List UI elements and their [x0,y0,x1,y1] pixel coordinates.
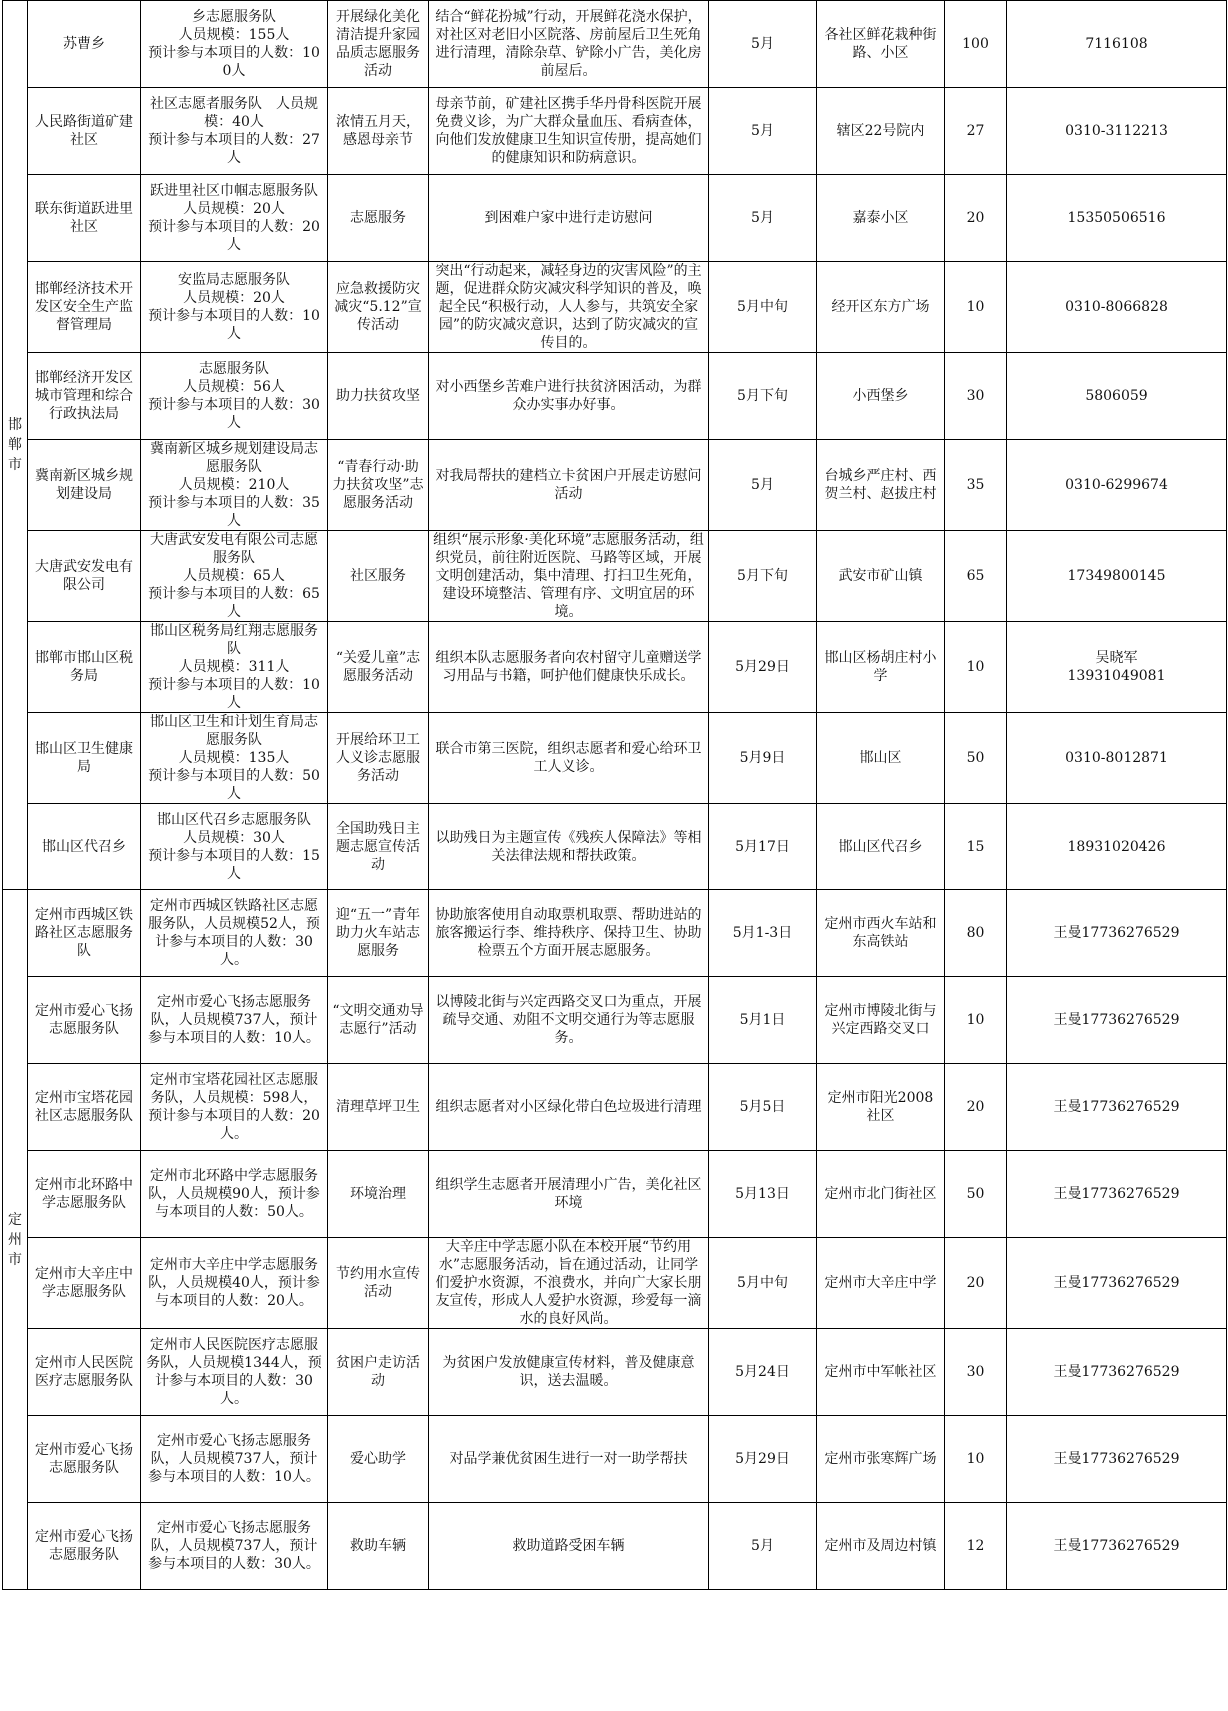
place-cell: 邯山区代召乡 [817,804,945,890]
content-cell: 组织本队志愿服务者向农村留守儿童赠送学习用品与书籍，呵护他们健康快乐成长。 [429,622,709,713]
place-cell: 定州市阳光2008社区 [817,1064,945,1151]
table-row [3,804,1227,890]
content-cell: 结合“鲜花扮城”行动，开展鲜花浇水保护，对社区对老旧小区院落、房前屋后卫生死角进行清理，清除杂草、铲除小广告，美化房前屋后。 [429,1,709,88]
content-cell: 母亲节前，矿建社区携手华丹骨科医院开展免费义诊，为广大群众量血压、看病查体，向他们发放健康卫生知识宣传册，提高她们的健康知识和防病意识。 [429,88,709,175]
project-cell: 应急救援防灾减灾“5.12”宣传活动 [328,262,429,353]
team-cell: 邯山区代召乡志愿服务队 人员规模：30人 预计参与本项目的人数：15人 [141,804,328,890]
place-cell: 定州市西火车站和东高铁站 [817,890,945,977]
count-cell: 30 [945,353,1007,440]
content-cell: 组织“展示形象·美化环境”志愿服务活动，组织党员，前往附近医院、马路等区域，开展文明创建活动，集中清理、打扫卫生死角，建设环境整洁、管理有序、文明宜居的环境。 [429,531,709,622]
team-cell: 邯山区卫生和计划生育局志愿服务队 人员规模：135人 预计参与本项目的人数：50人 [141,713,328,804]
project-cell: 贫困户走访活动 [328,1329,429,1416]
project-cell: 全国助残日主题志愿宣传活动 [328,804,429,890]
team-cell: 定州市北环路中学志愿服务队，人员规模90人，预计参与本项目的人数：50人。 [141,1151,328,1238]
unit-cell: 大唐武安发电有限公司 [28,531,141,622]
unit-cell: 邯山区卫生健康局 [28,713,141,804]
team-cell: 定州市爱心飞扬志愿服务队，人员规模737人，预计参与本项目的人数：10人。 [141,1416,328,1503]
time-cell: 5月中旬 [709,1238,817,1329]
table-row [3,353,1227,440]
city-name: 邯郸市 [8,417,22,473]
project-cell: 助力扶贫攻坚 [328,353,429,440]
count-cell: 10 [945,1416,1007,1503]
contact-cell: 15350506516 [1007,175,1227,262]
place-cell: 定州市中军帐社区 [817,1329,945,1416]
content-cell: 为贫困户发放健康宣传材料，普及健康意识，送去温暖。 [429,1329,709,1416]
place-cell: 小西堡乡 [817,353,945,440]
place-cell: 定州市北门街社区 [817,1151,945,1238]
unit-cell: 冀南新区城乡规划建设局 [28,440,141,531]
project-cell: 浓情五月天，感恩母亲节 [328,88,429,175]
team-cell: 跃进里社区巾帼志愿服务队 人员规模：20人 预计参与本项目的人数：20人 [141,175,328,262]
place-cell: 定州市博陵北街与兴定西路交叉口 [817,977,945,1064]
time-cell: 5月29日 [709,622,817,713]
place-cell: 各社区鲜花栽种街路、小区 [817,1,945,88]
table-row [3,622,1227,713]
place-cell: 辖区22号院内 [817,88,945,175]
team-cell: 乡志愿服务队 人员规模：155人 预计参与本项目的人数：100人 [141,1,328,88]
contact-cell: 王曼17736276529 [1007,1064,1227,1151]
table-row [3,713,1227,804]
content-cell: 对我局帮扶的建档立卡贫困户开展走访慰问活动 [429,440,709,531]
count-cell: 80 [945,890,1007,977]
content-cell: 联合市第三医院，组织志愿者和爱心给环卫工人义诊。 [429,713,709,804]
time-cell: 5月下旬 [709,353,817,440]
team-cell: 大唐武安发电有限公司志愿服务队 人员规模：65人 预计参与本项目的人数：65人 [141,531,328,622]
count-cell: 20 [945,175,1007,262]
team-cell: 定州市爱心飞扬志愿服务队，人员规模737人，预计参与本项目的人数：30人。 [141,1503,328,1590]
contact-cell: 王曼17736276529 [1007,1503,1227,1590]
project-cell: 志愿服务 [328,175,429,262]
table-row [3,1238,1227,1329]
count-cell: 10 [945,622,1007,713]
time-cell: 5月17日 [709,804,817,890]
count-cell: 50 [945,1151,1007,1238]
time-cell: 5月 [709,1503,817,1590]
time-cell: 5月 [709,175,817,262]
contact-cell: 王曼17736276529 [1007,1416,1227,1503]
unit-cell: 定州市爱心飞扬志愿服务队 [28,1503,141,1590]
place-cell: 嘉泰小区 [817,175,945,262]
contact-cell: 0310-8066828 [1007,262,1227,353]
unit-cell: 邯山区代召乡 [28,804,141,890]
content-cell: 对品学兼优贫困生进行一对一助学帮扶 [429,1416,709,1503]
time-cell: 5月1-3日 [709,890,817,977]
unit-cell: 定州市北环路中学志愿服务队 [28,1151,141,1238]
contact-cell: 17349800145 [1007,531,1227,622]
time-cell: 5月 [709,1,817,88]
table-row [3,1064,1227,1151]
content-cell: 组织学生志愿者开展清理小广告，美化社区环境 [429,1151,709,1238]
count-cell: 20 [945,1064,1007,1151]
unit-cell: 定州市爱心飞扬志愿服务队 [28,977,141,1064]
contact-cell: 王曼17736276529 [1007,1151,1227,1238]
count-cell: 50 [945,713,1007,804]
table-row [3,1151,1227,1238]
unit-cell: 人民路街道矿建社区 [28,88,141,175]
project-cell: 爱心助学 [328,1416,429,1503]
time-cell: 5月24日 [709,1329,817,1416]
contact-cell: 0310-6299674 [1007,440,1227,531]
count-cell: 10 [945,262,1007,353]
project-cell: 开展给环卫工人义诊志愿服务活动 [328,713,429,804]
team-cell: 定州市人民医院医疗志愿服务队，人员规模1344人，预计参与本项目的人数：30人。 [141,1329,328,1416]
table-row [3,440,1227,531]
table-row [3,977,1227,1064]
count-cell: 27 [945,88,1007,175]
team-cell: 安监局志愿服务队 人员规模：20人 预计参与本项目的人数：10人 [141,262,328,353]
unit-cell: 邯郸经济技术开发区安全生产监督管理局 [28,262,141,353]
unit-cell: 定州市人民医院医疗志愿服务队 [28,1329,141,1416]
table-row [3,1,1227,88]
volunteer-activity-table [2,0,1227,1590]
project-cell: “青春行动·助力扶贫攻坚”志愿服务活动 [328,440,429,531]
team-cell: 定州市西城区铁路社区志愿服务队，人员规模52人，预计参与本项目的人数：30人。 [141,890,328,977]
place-cell: 经开区东方广场 [817,262,945,353]
contact-cell: 吴晓军 13931049081 [1007,622,1227,713]
time-cell: 5月13日 [709,1151,817,1238]
table-row [3,175,1227,262]
team-cell: 定州市大辛庄中学志愿服务队，人员规模40人，预计参与本项目的人数：20人。 [141,1238,328,1329]
content-cell: 突出“行动起来，减轻身边的灾害风险”的主题，促进群众防灾减灾科学知识的普及，唤起全民“积极行动，人人参与，共筑安全家园”的防灾减灾意识，达到了防灾减灾的宣传目的。 [429,262,709,353]
unit-cell: 邯郸市邯山区税务局 [28,622,141,713]
table-row [3,531,1227,622]
city-name: 定州市 [8,1211,22,1268]
table-row [3,262,1227,353]
project-cell: 社区服务 [328,531,429,622]
unit-cell: 定州市西城区铁路社区志愿服务队 [28,890,141,977]
contact-cell: 0310-8012871 [1007,713,1227,804]
time-cell: 5月29日 [709,1416,817,1503]
project-cell: 救助车辆 [328,1503,429,1590]
content-cell: 到困难户家中进行走访慰问 [429,175,709,262]
content-cell: 救助道路受困车辆 [429,1503,709,1590]
count-cell: 30 [945,1329,1007,1416]
team-cell: 邯山区税务局红翔志愿服务队 人员规模：311人 预计参与本项目的人数：10人 [141,622,328,713]
table-body [3,1,1227,1590]
count-cell: 35 [945,440,1007,531]
team-cell: 志愿服务队 人员规模：56人 预计参与本项目的人数：30人 [141,353,328,440]
time-cell: 5月9日 [709,713,817,804]
time-cell: 5月下旬 [709,531,817,622]
count-cell: 65 [945,531,1007,622]
place-cell: 邯山区 [817,713,945,804]
content-cell: 协助旅客使用自动取票机取票、帮助进站的旅客搬运行李、维持秩序、保持卫生、协助检票五个方面开展志愿服务。 [429,890,709,977]
team-cell: 社区志愿者服务队 人员规模：40人 预计参与本项目的人数：27人 [141,88,328,175]
place-cell: 台城乡严庄村、西贺兰村、赵拔庄村 [817,440,945,531]
contact-cell: 王曼17736276529 [1007,1238,1227,1329]
unit-cell: 定州市爱心飞扬志愿服务队 [28,1416,141,1503]
table-row [3,1416,1227,1503]
team-cell: 定州市宝塔花园社区志愿服务队，人员规模：598人，预计参与本项目的人数：20人。 [141,1064,328,1151]
contact-cell: 王曼17736276529 [1007,1329,1227,1416]
place-cell: 武安市矿山镇 [817,531,945,622]
content-cell: 以助残日为主题宣传《残疾人保障法》等相关法律法规和帮扶政策。 [429,804,709,890]
table-row [3,88,1227,175]
place-cell: 定州市及周边村镇 [817,1503,945,1590]
table-row [3,890,1227,977]
project-cell: 迎“五一”青年助力火车站志愿服务 [328,890,429,977]
place-cell: 邯山区杨胡庄村小学 [817,622,945,713]
unit-cell: 联东街道跃进里社区 [28,175,141,262]
project-cell: 环境治理 [328,1151,429,1238]
time-cell: 5月 [709,440,817,531]
unit-cell: 定州市宝塔花园社区志愿服务队 [28,1064,141,1151]
city-cell [3,1,28,890]
time-cell: 5月 [709,88,817,175]
project-cell: “关爱儿童”志愿服务活动 [328,622,429,713]
count-cell: 10 [945,977,1007,1064]
contact-cell: 王曼17736276529 [1007,977,1227,1064]
time-cell: 5月5日 [709,1064,817,1151]
time-cell: 5月中旬 [709,262,817,353]
place-cell: 定州市张寒辉广场 [817,1416,945,1503]
team-cell: 定州市爱心飞扬志愿服务队，人员规模737人，预计参与本项目的人数：10人。 [141,977,328,1064]
count-cell: 12 [945,1503,1007,1590]
project-cell: 节约用水宣传活动 [328,1238,429,1329]
contact-cell: 5806059 [1007,353,1227,440]
project-cell: 开展绿化美化清洁提升家园品质志愿服务活动 [328,1,429,88]
contact-cell: 0310-3112213 [1007,88,1227,175]
content-cell: 组织志愿者对小区绿化带白色垃圾进行清理 [429,1064,709,1151]
content-cell: 对小西堡乡苦难户进行扶贫济困活动，为群众办实事办好事。 [429,353,709,440]
count-cell: 100 [945,1,1007,88]
count-cell: 20 [945,1238,1007,1329]
project-cell: “文明交通劝导志愿行”活动 [328,977,429,1064]
contact-cell: 7116108 [1007,1,1227,88]
contact-cell: 王曼17736276529 [1007,890,1227,977]
unit-cell: 苏曹乡 [28,1,141,88]
project-cell: 清理草坪卫生 [328,1064,429,1151]
content-cell: 以博陵北街与兴定西路交叉口为重点，开展疏导交通、劝阻不文明交通行为等志愿服务。 [429,977,709,1064]
content-cell: 大辛庄中学志愿小队在本校开展“节约用水”志愿服务活动，旨在通过活动，让同学们爱护水资源，不浪费水，并向广大家长朋友宣传，形成人人爱护水资源，珍爱每一滴水的良好风尚。 [429,1238,709,1329]
table-row [3,1503,1227,1590]
count-cell: 15 [945,804,1007,890]
unit-cell: 定州市大辛庄中学志愿服务队 [28,1238,141,1329]
team-cell: 冀南新区城乡规划建设局志愿服务队 人员规模：210人 预计参与本项目的人数：35人 [141,440,328,531]
place-cell: 定州市大辛庄中学 [817,1238,945,1329]
time-cell: 5月1日 [709,977,817,1064]
unit-cell: 邯郸经济开发区城市管理和综合行政执法局 [28,353,141,440]
city-cell [3,890,28,1590]
table-row [3,1329,1227,1416]
contact-cell: 18931020426 [1007,804,1227,890]
